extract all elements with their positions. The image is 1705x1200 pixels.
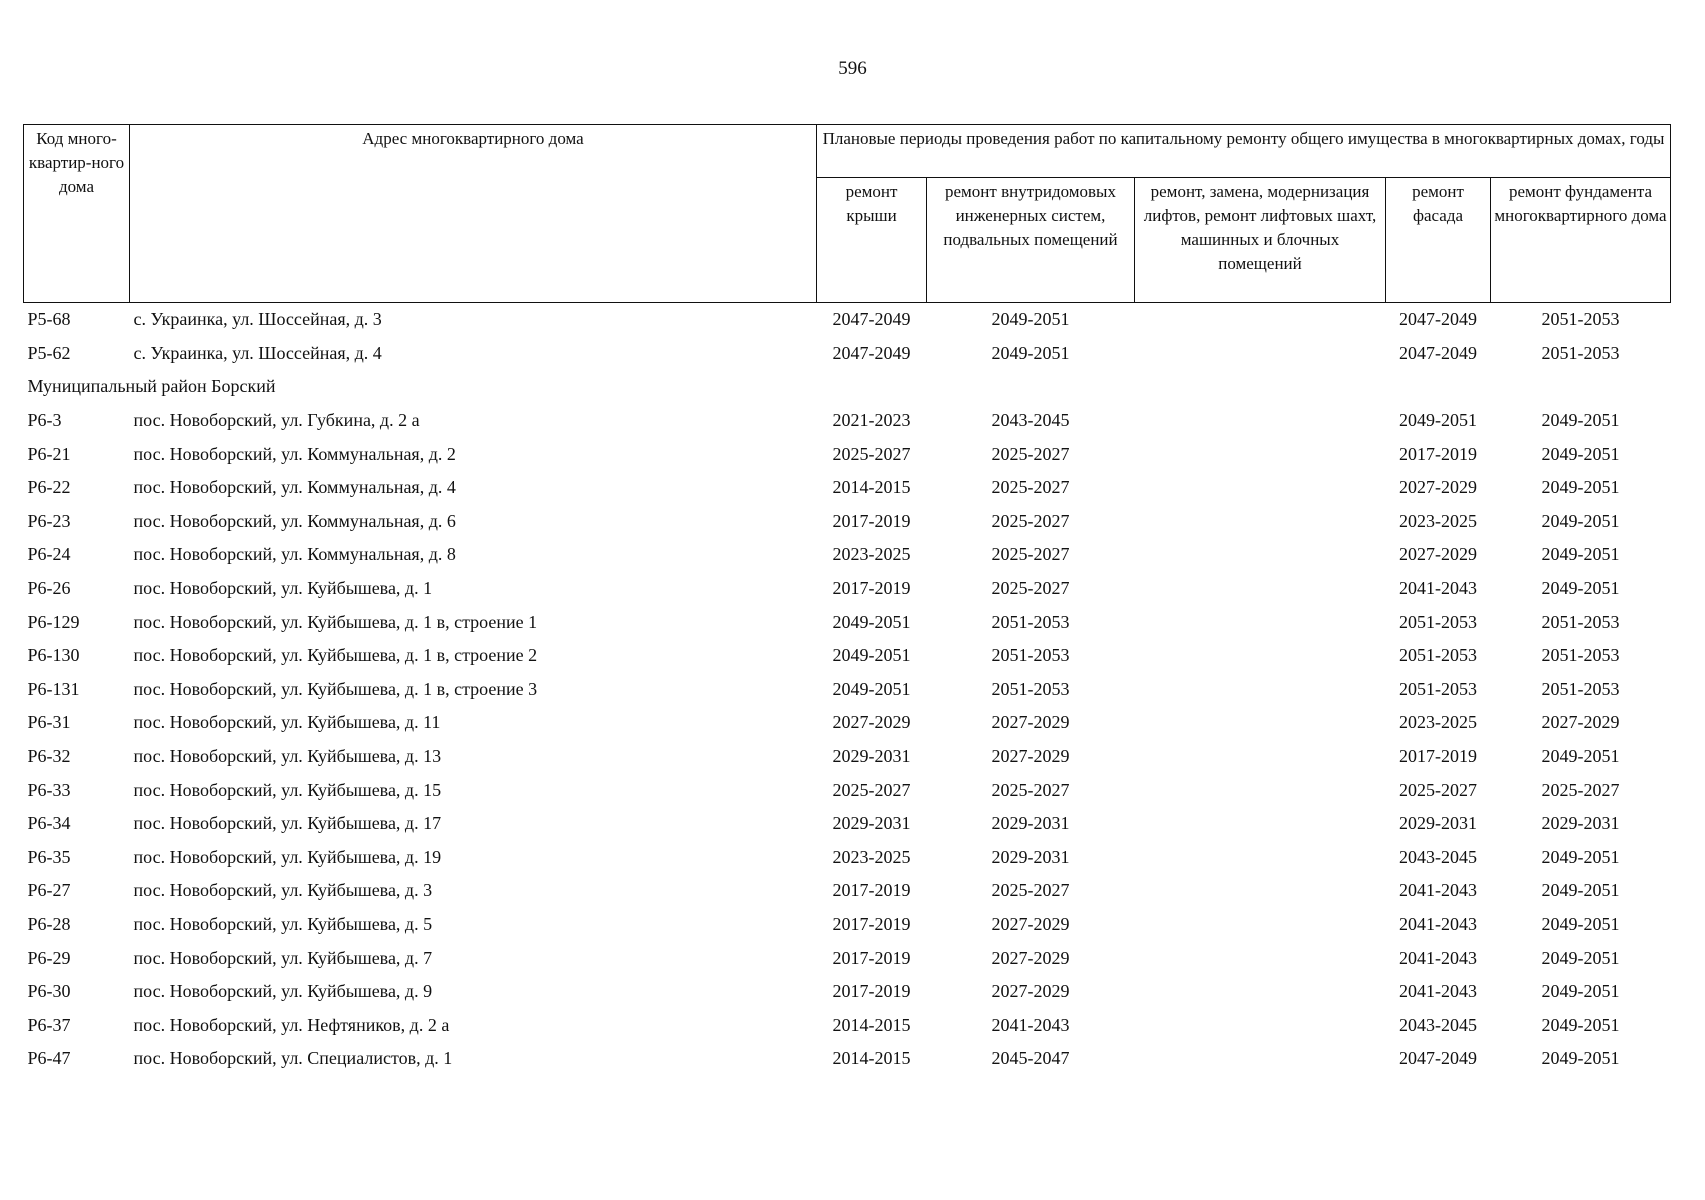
- table-row: [24, 673, 1671, 707]
- cell-lifts: [1135, 807, 1386, 841]
- cell-code: Р5-62: [27, 342, 71, 363]
- table-row: [24, 908, 1671, 942]
- table-row: [24, 437, 1671, 471]
- cell-address: пос. Новоборский, ул. Коммунальная, д. 4: [133, 477, 456, 498]
- cell-lifts: [1135, 941, 1386, 975]
- cell-code: Р6-24: [27, 544, 71, 565]
- cell-engineering: 2045-2047: [991, 1048, 1070, 1069]
- cell-lifts: [1135, 471, 1386, 505]
- cell-address: пос. Новоборский, ул. Специалистов, д. 1: [133, 1048, 453, 1069]
- cell-facade: 2017-2019: [1399, 443, 1477, 464]
- table-row: [24, 773, 1671, 807]
- header-facade: ремонт фасада: [1386, 178, 1491, 303]
- page-number: 596: [838, 58, 867, 79]
- cell-roof: 2014-2015: [832, 1014, 911, 1035]
- cell-engineering: 2043-2045: [991, 410, 1070, 431]
- cell-foundation: 2027-2029: [1541, 712, 1620, 733]
- cell-code: Р6-32: [27, 746, 71, 767]
- table-row: [24, 874, 1671, 908]
- cell-foundation: 2049-2051: [1541, 1048, 1620, 1069]
- table-row: [24, 572, 1671, 606]
- cell-lifts: [1135, 505, 1386, 539]
- cell-address: пос. Новоборский, ул. Куйбышева, д. 7: [133, 947, 433, 968]
- cell-facade: 2047-2049: [1399, 342, 1477, 363]
- cell-roof: 2049-2051: [832, 611, 911, 632]
- cell-roof: 2047-2049: [832, 309, 911, 330]
- cell-foundation: 2049-2051: [1541, 410, 1620, 431]
- cell-lifts: [1135, 706, 1386, 740]
- cell-roof: 2023-2025: [832, 846, 911, 867]
- cell-foundation: 2051-2053: [1541, 342, 1620, 363]
- cell-lifts: [1135, 538, 1386, 572]
- cell-code: Р6-31: [27, 712, 71, 733]
- cell-facade: 2047-2049: [1399, 1048, 1477, 1069]
- cell-engineering: 2025-2027: [991, 880, 1070, 901]
- cell-lifts: [1135, 908, 1386, 942]
- cell-roof: 2047-2049: [832, 342, 911, 363]
- table-row: [24, 941, 1671, 975]
- cell-foundation: 2049-2051: [1541, 913, 1620, 934]
- cell-engineering: 2051-2053: [991, 645, 1070, 666]
- cell-facade: 2051-2053: [1399, 678, 1477, 699]
- cell-lifts: [1135, 303, 1386, 337]
- table-row: [24, 337, 1671, 371]
- cell-foundation: 2051-2053: [1541, 645, 1620, 666]
- cell-foundation: 2049-2051: [1541, 880, 1620, 901]
- cell-roof: 2014-2015: [832, 477, 911, 498]
- cell-lifts: [1135, 975, 1386, 1009]
- cell-lifts: [1135, 1008, 1386, 1042]
- cell-roof: 2029-2031: [832, 746, 911, 767]
- cell-code: Р6-26: [27, 578, 71, 599]
- cell-facade: 2043-2045: [1399, 1014, 1477, 1035]
- cell-engineering: 2041-2043: [991, 1014, 1070, 1035]
- district-label: Муниципальный район Борский: [27, 376, 276, 397]
- cell-address: пос. Новоборский, ул. Куйбышева, д. 1 в, строение 2: [133, 645, 538, 666]
- cell-foundation: 2049-2051: [1541, 544, 1620, 565]
- table-row: [24, 303, 1671, 337]
- cell-engineering: 2025-2027: [991, 443, 1070, 464]
- cell-engineering: 2027-2029: [991, 913, 1070, 934]
- cell-facade: 2049-2051: [1399, 410, 1477, 431]
- header-lifts: ремонт, замена, модернизация лифтов, ремонт лифтовых шахт, машинных и блочных помещений: [1135, 178, 1386, 303]
- header-roof: ремонт крыши: [817, 178, 927, 303]
- cell-facade: 2041-2043: [1399, 880, 1477, 901]
- cell-roof: 2017-2019: [832, 510, 911, 531]
- header-code: Код много-квартир-ного дома: [24, 125, 130, 303]
- header-foundation: ремонт фундамента многоквартирного дома: [1491, 178, 1671, 303]
- cell-code: Р6-34: [27, 813, 71, 834]
- cell-lifts: [1135, 437, 1386, 471]
- cell-engineering: 2029-2031: [991, 846, 1070, 867]
- cell-code: Р6-35: [27, 846, 71, 867]
- cell-engineering: 2025-2027: [991, 477, 1070, 498]
- cell-code: Р6-27: [27, 880, 71, 901]
- cell-engineering: 2027-2029: [991, 746, 1070, 767]
- cell-facade: 2051-2053: [1399, 645, 1477, 666]
- cell-engineering: 2027-2029: [991, 981, 1070, 1002]
- cell-engineering: 2025-2027: [991, 510, 1070, 531]
- repair-schedule-table: [23, 124, 1671, 1076]
- cell-code: Р6-29: [27, 947, 71, 968]
- cell-facade: 2023-2025: [1399, 510, 1477, 531]
- cell-engineering: 2051-2053: [991, 678, 1070, 699]
- cell-facade: 2041-2043: [1399, 947, 1477, 968]
- cell-roof: 2023-2025: [832, 544, 911, 565]
- cell-lifts: [1135, 337, 1386, 371]
- cell-foundation: 2049-2051: [1541, 510, 1620, 531]
- cell-code: Р5-68: [27, 309, 71, 330]
- cell-code: Р6-3: [27, 410, 62, 431]
- cell-facade: 2043-2045: [1399, 846, 1477, 867]
- cell-address: пос. Новоборский, ул. Коммунальная, д. 2: [133, 443, 456, 464]
- cell-code: Р6-131: [27, 678, 80, 699]
- cell-code: Р6-129: [27, 611, 80, 632]
- cell-address: пос. Новоборский, ул. Куйбышева, д. 15: [133, 779, 442, 800]
- cell-foundation: 2051-2053: [1541, 678, 1620, 699]
- table-row: [24, 471, 1671, 505]
- table-row: [24, 538, 1671, 572]
- cell-lifts: [1135, 605, 1386, 639]
- cell-facade: 2051-2053: [1399, 611, 1477, 632]
- header-address: Адрес многоквартирного дома: [130, 125, 817, 303]
- cell-facade: 2017-2019: [1399, 746, 1477, 767]
- cell-engineering: 2025-2027: [991, 544, 1070, 565]
- table-body: [24, 303, 1671, 1076]
- cell-roof: 2017-2019: [832, 578, 911, 599]
- district-row: [24, 370, 1671, 404]
- cell-address: пос. Новоборский, ул. Губкина, д. 2 а: [133, 410, 420, 431]
- cell-facade: 2029-2031: [1399, 813, 1477, 834]
- cell-roof: 2029-2031: [832, 813, 911, 834]
- cell-roof: 2025-2027: [832, 443, 911, 464]
- cell-lifts: [1135, 1042, 1386, 1076]
- cell-code: Р6-22: [27, 477, 71, 498]
- cell-address: пос. Новоборский, ул. Коммунальная, д. 8: [133, 544, 456, 565]
- cell-engineering: 2027-2029: [991, 712, 1070, 733]
- cell-code: Р6-33: [27, 779, 71, 800]
- cell-roof: 2017-2019: [832, 880, 911, 901]
- cell-lifts: [1135, 404, 1386, 438]
- table-row: [24, 505, 1671, 539]
- cell-roof: 2049-2051: [832, 645, 911, 666]
- cell-roof: 2017-2019: [832, 913, 911, 934]
- cell-engineering: 2025-2027: [991, 578, 1070, 599]
- cell-roof: 2014-2015: [832, 1048, 911, 1069]
- cell-lifts: [1135, 841, 1386, 875]
- cell-roof: 2027-2029: [832, 712, 911, 733]
- cell-address: пос. Новоборский, ул. Куйбышева, д. 11: [133, 712, 441, 733]
- cell-roof: 2017-2019: [832, 981, 911, 1002]
- cell-foundation: 2049-2051: [1541, 1014, 1620, 1035]
- cell-facade: 2041-2043: [1399, 578, 1477, 599]
- cell-code: Р6-23: [27, 510, 71, 531]
- table-row: [24, 807, 1671, 841]
- cell-facade: 2041-2043: [1399, 913, 1477, 934]
- cell-address: пос. Новоборский, ул. Коммунальная, д. 6: [133, 510, 456, 531]
- cell-lifts: [1135, 740, 1386, 774]
- cell-engineering: 2049-2051: [991, 309, 1070, 330]
- cell-facade: 2041-2043: [1399, 981, 1477, 1002]
- cell-engineering: 2027-2029: [991, 947, 1070, 968]
- cell-code: Р6-21: [27, 443, 71, 464]
- table-row: [24, 1008, 1671, 1042]
- cell-foundation: 2049-2051: [1541, 578, 1620, 599]
- cell-foundation: 2051-2053: [1541, 309, 1620, 330]
- cell-foundation: 2029-2031: [1541, 813, 1620, 834]
- cell-engineering: 2029-2031: [991, 813, 1070, 834]
- cell-roof: 2021-2023: [832, 410, 911, 431]
- cell-lifts: [1135, 572, 1386, 606]
- cell-code: Р6-130: [27, 645, 80, 666]
- cell-roof: 2017-2019: [832, 947, 911, 968]
- cell-lifts: [1135, 639, 1386, 673]
- cell-roof: 2049-2051: [832, 678, 911, 699]
- cell-foundation: 2025-2027: [1541, 779, 1620, 800]
- cell-facade: 2027-2029: [1399, 544, 1477, 565]
- table-row: [24, 639, 1671, 673]
- cell-address: пос. Новоборский, ул. Куйбышева, д. 5: [133, 913, 433, 934]
- cell-engineering: 2051-2053: [991, 611, 1070, 632]
- cell-facade: 2023-2025: [1399, 712, 1477, 733]
- table-row: [24, 975, 1671, 1009]
- cell-engineering: 2025-2027: [991, 779, 1070, 800]
- cell-facade: 2025-2027: [1399, 779, 1477, 800]
- cell-foundation: 2049-2051: [1541, 477, 1620, 498]
- table-row: [24, 1042, 1671, 1076]
- cell-address: пос. Новоборский, ул. Куйбышева, д. 1: [133, 578, 433, 599]
- cell-foundation: 2049-2051: [1541, 746, 1620, 767]
- cell-address: пос. Новоборский, ул. Куйбышева, д. 3: [133, 880, 433, 901]
- table-row: [24, 706, 1671, 740]
- cell-address: пос. Новоборский, ул. Куйбышева, д. 17: [133, 813, 442, 834]
- table-header: [24, 125, 1671, 303]
- cell-foundation: 2049-2051: [1541, 981, 1620, 1002]
- table-row: [24, 841, 1671, 875]
- header-engineering: ремонт внутридомовых инженерных систем, подвальных помещений: [927, 178, 1135, 303]
- cell-foundation: 2049-2051: [1541, 947, 1620, 968]
- cell-lifts: [1135, 673, 1386, 707]
- cell-lifts: [1135, 874, 1386, 908]
- cell-code: Р6-30: [27, 981, 71, 1002]
- cell-address: с. Украинка, ул. Шоссейная, д. 4: [133, 342, 382, 363]
- cell-address: с. Украинка, ул. Шоссейная, д. 3: [133, 309, 382, 330]
- cell-code: Р6-28: [27, 913, 71, 934]
- cell-address: пос. Новоборский, ул. Куйбышева, д. 13: [133, 746, 442, 767]
- cell-code: Р6-47: [27, 1048, 71, 1069]
- table-row: [24, 404, 1671, 438]
- cell-engineering: 2049-2051: [991, 342, 1070, 363]
- cell-facade: 2047-2049: [1399, 309, 1477, 330]
- cell-code: Р6-37: [27, 1014, 71, 1035]
- header-periods: Плановые периоды проведения работ по капитальному ремонту общего имущества в многоквартирных домах, годы: [817, 125, 1671, 178]
- cell-address: пос. Новоборский, ул. Нефтяников, д. 2 а: [133, 1014, 450, 1035]
- cell-facade: 2027-2029: [1399, 477, 1477, 498]
- cell-roof: 2025-2027: [832, 779, 911, 800]
- table-row: [24, 740, 1671, 774]
- cell-foundation: 2049-2051: [1541, 443, 1620, 464]
- cell-foundation: 2049-2051: [1541, 846, 1620, 867]
- cell-address: пос. Новоборский, ул. Куйбышева, д. 1 в, строение 3: [133, 678, 538, 699]
- cell-address: пос. Новоборский, ул. Куйбышева, д. 19: [133, 846, 442, 867]
- cell-address: пос. Новоборский, ул. Куйбышева, д. 1 в, строение 1: [133, 611, 538, 632]
- table-row: [24, 605, 1671, 639]
- cell-lifts: [1135, 773, 1386, 807]
- cell-address: пос. Новоборский, ул. Куйбышева, д. 9: [133, 981, 433, 1002]
- cell-foundation: 2051-2053: [1541, 611, 1620, 632]
- repair-schedule-table-wrapper: [23, 124, 1670, 1076]
